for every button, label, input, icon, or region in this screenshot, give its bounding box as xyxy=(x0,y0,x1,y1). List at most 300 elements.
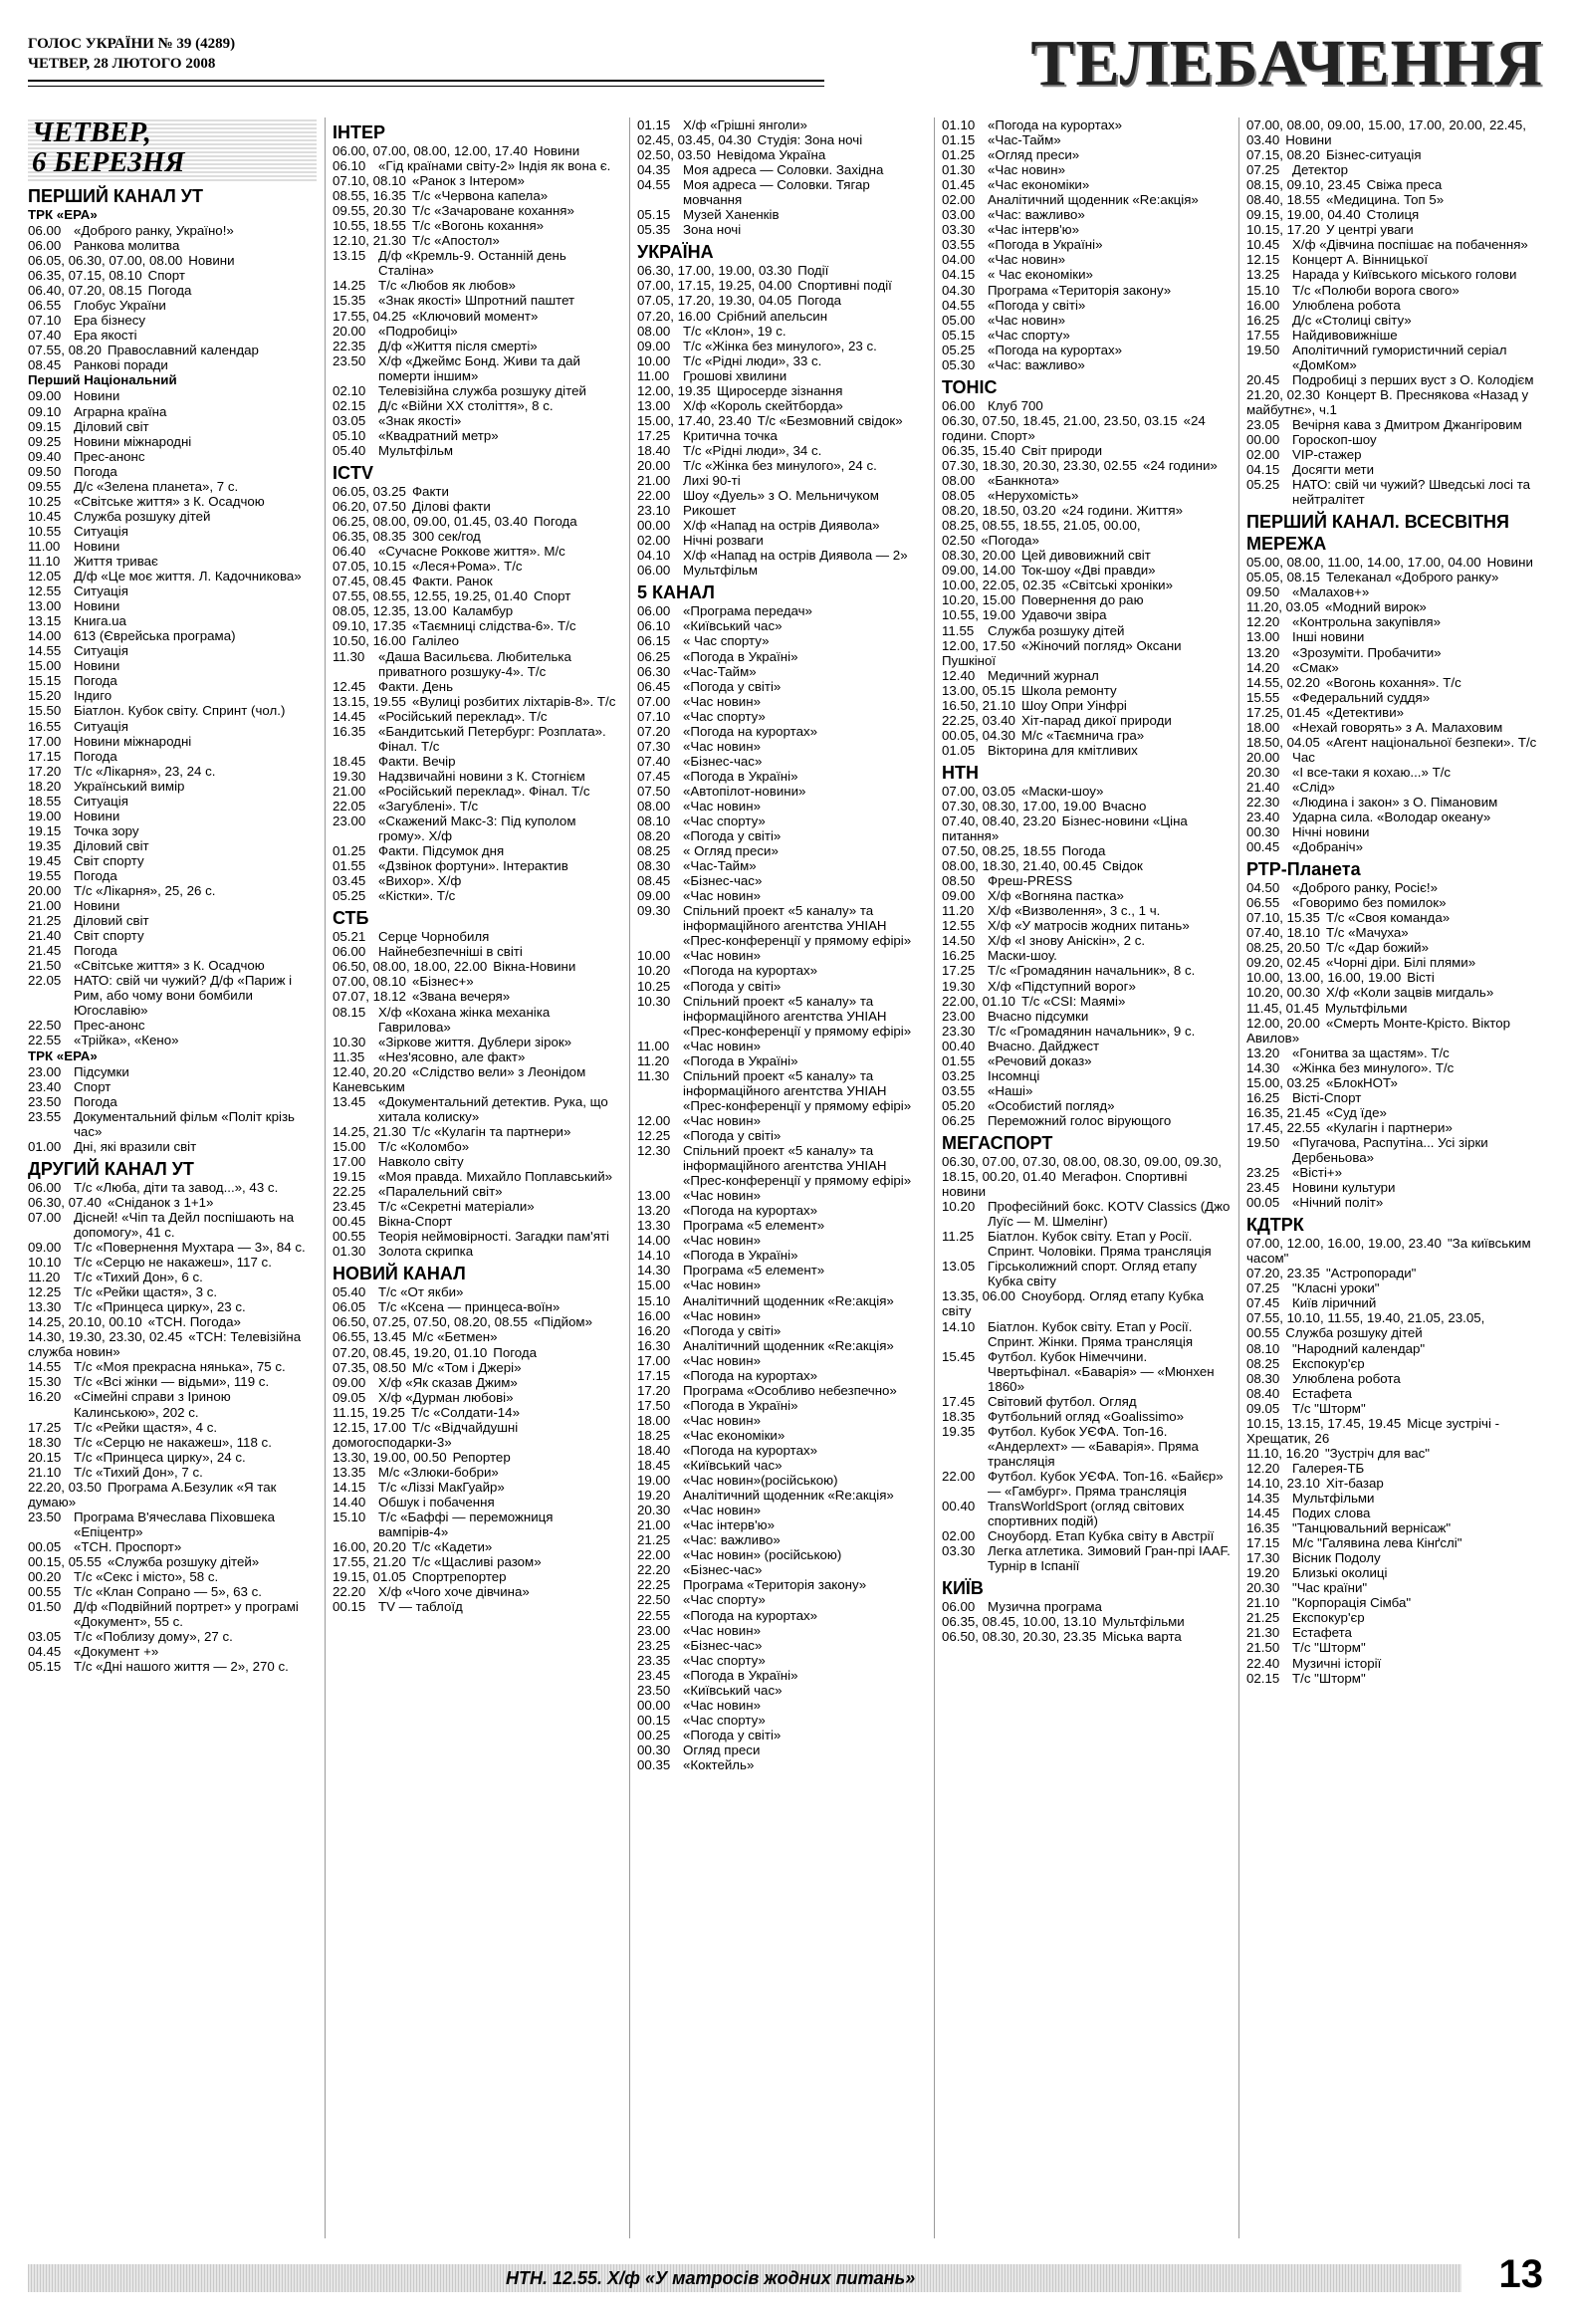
program-title: Аналітичний щоденник «Re:акція» xyxy=(683,1292,894,1308)
program-entry xyxy=(942,888,1231,903)
program-title: «Час спорту» xyxy=(988,327,1070,343)
program-time: 12.00, 19.35 xyxy=(637,382,711,398)
program-entry xyxy=(1246,675,1541,690)
program-entry xyxy=(1246,824,1541,839)
column-divider xyxy=(325,117,326,2238)
program-title: Щиросерде зізнання xyxy=(716,382,843,398)
program-entry xyxy=(942,743,1231,758)
program-time: 13.00, 05.15 xyxy=(942,682,1015,698)
program-title: Т/с «Лікарня», 25, 26 с. xyxy=(74,883,216,899)
program-time: 23.25 xyxy=(637,1637,671,1653)
program-time: 04.15 xyxy=(1246,462,1280,478)
program-time: 06.15 xyxy=(637,633,671,649)
program-entry xyxy=(637,443,926,458)
program-title: «Таємниці слідства-6». Т/с xyxy=(411,618,576,634)
program-entry xyxy=(637,1547,926,1562)
program-time: 22.00 xyxy=(942,1468,976,1484)
program-entry xyxy=(1246,1625,1541,1640)
program-entry xyxy=(28,253,317,268)
program-time: 12.40 xyxy=(942,667,976,683)
program-entry xyxy=(637,694,926,709)
program-title: «БлокНОТ» xyxy=(1325,1074,1398,1090)
program-entry xyxy=(1246,147,1541,162)
program-entry xyxy=(333,1584,621,1599)
program-time: 21.40 xyxy=(1246,779,1280,795)
program-time: 07.25 xyxy=(1246,162,1280,178)
program-time: 07.20, 08.45, 19.20, 01.10 xyxy=(333,1344,488,1360)
program-entry xyxy=(1246,599,1541,614)
program-title: Служба розшуку дітей xyxy=(74,508,211,524)
program-title: Час xyxy=(1292,749,1315,765)
program-entry xyxy=(1246,237,1541,252)
program-time: 20.00 xyxy=(1246,749,1280,765)
program-title: Свідок xyxy=(1102,858,1143,874)
program-time: 13.00 xyxy=(28,598,62,614)
program-time: 02.00 xyxy=(942,1528,976,1544)
program-entry xyxy=(637,1577,926,1592)
program-entry xyxy=(1246,462,1541,477)
program-time: 06.00 xyxy=(942,1599,976,1615)
program-title: «Погода у світі» xyxy=(683,678,782,694)
program-time: 03.30 xyxy=(942,222,976,238)
program-entry xyxy=(333,1465,621,1480)
program-entry xyxy=(333,813,621,843)
program-time: 16.00 xyxy=(637,1307,671,1323)
program-time: 04.55 xyxy=(637,177,671,193)
program-title: «Київський час» xyxy=(683,618,783,634)
program-time: 10.55, 19.00 xyxy=(942,607,1015,623)
program-entry xyxy=(28,1644,317,1659)
program-time: 00.05 xyxy=(1246,1195,1280,1211)
channel-subheading: Перший Національний xyxy=(28,372,177,388)
program-entry xyxy=(942,162,1231,177)
program-entry xyxy=(637,724,926,739)
program-entry xyxy=(28,1255,317,1270)
program-title: Х/ф «Дівчина поспішає на побачення» xyxy=(1292,237,1528,253)
program-title: «Нічний політ» xyxy=(1292,1195,1384,1211)
program-entry xyxy=(28,1389,317,1419)
program-title: Естафета xyxy=(1292,1625,1352,1641)
paper-name: ГОЛОС УКРАЇНИ № 39 (4289) xyxy=(28,36,236,52)
program-time: 22.35 xyxy=(333,338,366,353)
program-title: «Квадратний метр» xyxy=(378,427,499,443)
program-time: 02.45, 03.45, 04.30 xyxy=(637,132,752,148)
program-entry xyxy=(1246,1280,1541,1295)
program-entry xyxy=(1246,222,1541,237)
program-time: 14.40 xyxy=(333,1494,366,1510)
program-title: «Час новин» xyxy=(683,1412,761,1428)
program-title: Спорт xyxy=(147,268,186,284)
program-entry xyxy=(333,353,621,383)
program-entry xyxy=(637,1233,926,1248)
program-time: 13.15 xyxy=(28,613,62,629)
program-title: Медичний журнал xyxy=(988,667,1099,683)
program-entry xyxy=(28,1109,317,1139)
column-divider xyxy=(629,117,630,2238)
program-title: "Класні уроки" xyxy=(1292,1280,1380,1296)
program-title: «Час новин» xyxy=(683,1188,761,1204)
program-time: 08.30, 20.00 xyxy=(942,548,1015,564)
program-title: Т/с «Кадети» xyxy=(411,1539,493,1555)
channel-subheading: ТРК «ЕРА» xyxy=(28,207,98,222)
program-time: 00.05 xyxy=(28,1538,62,1554)
program-title: «Час новин» xyxy=(988,252,1065,268)
program-time: 10.55 xyxy=(28,523,62,539)
program-entry xyxy=(1246,570,1541,584)
program-entry xyxy=(1246,417,1541,432)
program-title: Телеканал «Доброго ранку» xyxy=(1325,570,1499,585)
program-title: «Погода у світі» xyxy=(683,978,782,994)
program-entry xyxy=(637,132,926,147)
program-time: 19.50 xyxy=(1246,1134,1280,1150)
program-time: 08.20, 18.50, 03.20 xyxy=(942,503,1056,519)
program-title: Т/с «От якби» xyxy=(378,1284,464,1300)
program-entry xyxy=(1246,1356,1541,1371)
program-title: Ситуація xyxy=(74,718,128,734)
program-time: 05.40 xyxy=(333,1284,366,1300)
program-entry xyxy=(637,117,926,132)
program-time: 20.30 xyxy=(1246,764,1280,780)
program-entry xyxy=(1246,432,1541,447)
program-entry xyxy=(1246,313,1541,328)
program-entry xyxy=(942,623,1231,638)
program-time: 11.20 xyxy=(637,1052,670,1068)
program-title: Музей Ханенків xyxy=(683,207,780,223)
program-time: 08.25 xyxy=(637,843,671,859)
program-title: Книга.ua xyxy=(74,613,126,629)
program-title: Програма «5 елемент» xyxy=(683,1263,825,1278)
program-entry xyxy=(942,1409,1231,1424)
program-title: Служба розшуку дітей xyxy=(1285,1325,1423,1341)
program-time: 14.15 xyxy=(333,1479,366,1495)
program-time: 11.45, 01.45 xyxy=(1246,1000,1319,1016)
program-entry xyxy=(333,1599,621,1614)
program-title: «Документальний детектив. Рука, що хитала колиску» xyxy=(378,1093,608,1124)
program-entry xyxy=(637,548,926,563)
program-time: 23.00 xyxy=(942,1008,976,1024)
program-time: 06.00 xyxy=(28,223,62,238)
program-title: Т/с «Червона капела» xyxy=(411,188,549,204)
program-entry xyxy=(333,529,621,544)
program-time: 18.50, 04.05 xyxy=(1246,734,1320,750)
program-time: 14.20 xyxy=(1246,659,1280,675)
program-entry xyxy=(28,853,317,868)
program-entry xyxy=(942,1424,1231,1469)
program-entry xyxy=(333,694,621,709)
program-title: Аграрна країна xyxy=(74,403,167,419)
program-title: Нічні розваги xyxy=(683,533,764,549)
program-time: 16.00 xyxy=(1246,297,1280,313)
program-time: 12.25 xyxy=(637,1128,671,1143)
program-title: «Час інтерв'ю» xyxy=(683,1517,775,1533)
listing-column-2 xyxy=(333,117,621,2238)
program-entry xyxy=(637,739,926,754)
program-entry xyxy=(333,233,621,248)
program-title: Т/с «Коломбо» xyxy=(378,1138,470,1154)
program-entry xyxy=(28,1480,317,1510)
program-title: Новини міжнародні xyxy=(74,733,192,749)
program-title: Д/ф «Це моє життя. Л. Кадочникова» xyxy=(74,569,302,584)
program-entry xyxy=(1246,387,1541,417)
program-time: 00.55 xyxy=(28,1584,62,1600)
channel-heading: РТР-Планета xyxy=(1246,859,1361,880)
program-title: «Погода на курортах» xyxy=(683,963,818,979)
program-title: Близькі околиці xyxy=(1292,1565,1388,1581)
program-time: 14.25, 21.30 xyxy=(333,1123,406,1139)
program-time: 05.25 xyxy=(942,342,976,357)
program-time: 07.10 xyxy=(28,313,62,329)
program-title: «Погода у світі» xyxy=(683,1727,782,1743)
program-entry xyxy=(333,428,621,443)
program-title: Школа ремонту xyxy=(1020,682,1117,698)
program-title: Погода xyxy=(74,1093,117,1109)
program-entry xyxy=(637,858,926,873)
program-entry xyxy=(942,1259,1231,1288)
program-time: 07.30 xyxy=(637,738,671,754)
program-entry xyxy=(637,1323,926,1338)
program-time: 17.30 xyxy=(1246,1550,1280,1566)
program-entry xyxy=(637,263,926,278)
program-time: 07.40, 08.40, 23.20 xyxy=(942,813,1056,829)
program-title: «Нехай говорять» з А. Малаховим xyxy=(1292,719,1503,735)
program-title: Т/с «Полюби ворога свого» xyxy=(1292,282,1459,298)
program-time: 20.00 xyxy=(28,883,62,899)
program-time: 09.40 xyxy=(28,448,62,464)
program-title: «Вихор». Х/ф xyxy=(378,873,462,889)
program-title: Підсумки xyxy=(74,1063,129,1079)
program-entry xyxy=(28,764,317,779)
program-title: Світ природи xyxy=(1020,442,1103,458)
program-title: Спортивні події xyxy=(797,278,892,294)
program-time: 21.20, 02.30 xyxy=(1246,386,1320,402)
program-title: «Людина і закон» з О. Пімановим xyxy=(1292,794,1498,810)
program-time: 02.15 xyxy=(333,397,366,413)
program-entry xyxy=(28,419,317,434)
program-time: 18.00 xyxy=(1246,719,1280,735)
program-title: Документальний фільм «Політ крізь час» xyxy=(74,1108,295,1139)
program-time: 19.20 xyxy=(1246,1565,1280,1581)
program-entry xyxy=(28,898,317,913)
program-time: 16.30 xyxy=(637,1337,671,1353)
program-time: 08.05, 12.35, 13.00 xyxy=(333,603,447,619)
program-time: 14.10 xyxy=(942,1318,976,1334)
program-title: «ТСН: Телевізійна служба новин» xyxy=(28,1329,302,1360)
program-title: Д/ф «Кремль-9. Останній день Сталіна» xyxy=(378,248,566,279)
program-entry xyxy=(28,598,317,613)
program-time: 16.25 xyxy=(1246,1089,1280,1105)
program-time: 13.15, 19.55 xyxy=(333,693,406,709)
program-time: 05.00 xyxy=(942,312,976,328)
divider xyxy=(28,86,824,87)
program-time: 12.15, 17.00 xyxy=(333,1419,406,1435)
program-time: 16.35 xyxy=(333,723,366,739)
program-title: «Погода в Україні» xyxy=(683,768,798,784)
program-entry xyxy=(942,563,1231,578)
program-title: VIP-стажер xyxy=(1292,447,1362,463)
program-time: 07.00, 12.00, 16.00, 19.00, 23.40 xyxy=(1246,1236,1442,1252)
program-entry xyxy=(942,813,1231,843)
program-entry xyxy=(1246,267,1541,282)
program-time: 20.45 xyxy=(1246,371,1280,387)
program-title: Т/с «Кулагін та партнери» xyxy=(411,1123,571,1139)
program-entry xyxy=(942,683,1231,698)
program-time: 21.30 xyxy=(1246,1625,1280,1641)
program-entry xyxy=(1246,1001,1541,1016)
program-title: Телевізійна служба розшуку дітей xyxy=(378,382,586,398)
program-time: 12.00 xyxy=(637,1112,671,1128)
program-title: Факти. Вечір xyxy=(378,753,456,769)
program-time: 11.30 xyxy=(333,648,365,664)
program-entry xyxy=(1246,1476,1541,1491)
program-entry xyxy=(333,1554,621,1569)
program-title: «Дзвінок фортуни». Інтерактив xyxy=(378,858,568,874)
program-time: 13.30 xyxy=(28,1299,62,1315)
program-title: «Час новин» xyxy=(683,693,761,709)
program-time: 16.55 xyxy=(28,718,62,734)
program-entry xyxy=(637,813,926,828)
footer-highlight: НТН. 12.55. Х/ф «У матросів жодних питань» xyxy=(506,2268,916,2288)
program-title: Програма В'ячеслава Піховшека «Епіцентр» xyxy=(74,1509,275,1539)
program-title: «Детективи» xyxy=(1325,704,1405,720)
program-title: «Час новин» xyxy=(683,948,761,964)
program-entry xyxy=(942,638,1231,668)
program-entry xyxy=(942,1113,1231,1128)
program-entry xyxy=(333,143,621,158)
program-time: 15.45 xyxy=(942,1348,976,1364)
program-entry xyxy=(637,1308,926,1323)
program-entry xyxy=(637,1638,926,1653)
program-entry xyxy=(28,823,317,838)
program-entry xyxy=(637,1263,926,1278)
program-title: «Час економіки» xyxy=(988,177,1090,193)
program-time: 23.45 xyxy=(637,1667,671,1683)
program-title: «Автопілот-новини» xyxy=(683,783,806,799)
program-title: Біатлон. Кубок світу. Етап у Росії. Спринт. Чоловіки. Пряма трансляція xyxy=(988,1229,1212,1260)
program-title: «І все-таки я кохаю...» Т/с xyxy=(1292,764,1452,780)
program-title: «Скажений Макс-3: Під куполом грому». Х/ф xyxy=(378,813,576,844)
program-title: Т/с «Громадянин начальник», 9 с. xyxy=(988,1023,1196,1039)
program-time: 19.45 xyxy=(28,852,62,868)
program-entry xyxy=(28,328,317,343)
program-entry xyxy=(637,618,926,633)
program-title: Події xyxy=(797,263,829,279)
program-time: 17.15 xyxy=(28,748,62,764)
program-title: Діловий світ xyxy=(74,913,149,929)
program-time: 08.00, 18.30, 21.40, 00.45 xyxy=(942,858,1097,874)
program-time: 15.00, 03.25 xyxy=(1246,1074,1320,1090)
program-title: «Час новин» xyxy=(683,1622,761,1638)
program-time: 01.25 xyxy=(942,147,976,163)
program-entry xyxy=(333,1314,621,1329)
program-title: Т/с "Шторм" xyxy=(1292,1400,1366,1416)
program-title: Х/ф «Напад на острів Диявола — 2» xyxy=(683,548,908,564)
program-title: «Моя правда. Михайло Поплавський» xyxy=(378,1169,613,1185)
program-time: 07.55, 08.55, 12.55, 19.25, 01.40 xyxy=(333,588,528,604)
program-entry xyxy=(1246,1640,1541,1655)
program-title: Програма «5 елемент» xyxy=(683,1218,825,1234)
program-title: «Погода на курортах» xyxy=(683,1442,818,1458)
program-title: Програма «Особливо небезпечно» xyxy=(683,1382,897,1398)
program-entry xyxy=(637,948,926,963)
program-title: Хіт-базар xyxy=(1325,1475,1384,1491)
program-entry xyxy=(637,1668,926,1683)
program-entry xyxy=(637,843,926,858)
program-time: 18.45 xyxy=(333,753,366,769)
program-time: 23.00 xyxy=(637,1622,671,1638)
program-time: 03.45 xyxy=(333,873,366,889)
program-title: Новини xyxy=(533,143,580,158)
program-entry xyxy=(637,1473,926,1488)
program-title: Дні, які вразили світ xyxy=(74,1138,197,1154)
program-time: 14.10 xyxy=(637,1248,671,1264)
program-time: 18.45 xyxy=(637,1458,671,1474)
program-time: 22.40 xyxy=(1246,1655,1280,1671)
program-entry xyxy=(942,313,1231,328)
program-entry xyxy=(942,784,1231,799)
program-time: 21.00 xyxy=(637,1517,671,1533)
program-time: 15.55 xyxy=(1246,689,1280,705)
program-time: 22.20 xyxy=(637,1562,671,1578)
program-time: 11.20, 03.05 xyxy=(1246,599,1319,615)
program-time: 04.30 xyxy=(942,282,976,298)
program-time: 09.50 xyxy=(28,463,62,479)
program-title: Т/с «Секс і місто», 58 с. xyxy=(74,1569,219,1585)
program-time: 17.00 xyxy=(28,733,62,749)
program-time: 04.50 xyxy=(1246,880,1280,896)
program-entry xyxy=(333,1244,621,1259)
program-title: "Народний календар" xyxy=(1292,1340,1426,1356)
program-entry xyxy=(28,388,317,403)
program-time: 08.45 xyxy=(28,357,62,373)
program-title: Клуб 700 xyxy=(988,397,1043,413)
program-title: «Смерть Монте-Крісто. Віктор Авилов» xyxy=(1246,1015,1511,1046)
program-entry xyxy=(333,1510,621,1539)
program-time: 00.15, 05.55 xyxy=(28,1553,102,1569)
program-time: 09.05 xyxy=(1246,1400,1280,1416)
program-title: Т/с «Безмовний свідок» xyxy=(757,412,903,428)
program-title: Служба розшуку дітей xyxy=(988,622,1125,638)
program-entry xyxy=(637,1128,926,1143)
program-time: 10.25 xyxy=(637,978,671,994)
program-entry xyxy=(637,503,926,518)
program-entry xyxy=(333,724,621,754)
program-title: «Погода на курортах» xyxy=(683,1203,818,1219)
program-title: TransWorldSport (огляд світових спортивних подій) xyxy=(988,1499,1185,1529)
program-time: 17.00 xyxy=(333,1154,366,1169)
program-title: Д/с «Війни XX століття», 8 с. xyxy=(378,397,554,413)
program-time: 06.30, 07.50, 18.45, 21.00, 23.50, 03.15 xyxy=(942,412,1178,428)
program-title: Концерт В. Преснякова «Назад у майбутнє», ч.1 xyxy=(1246,386,1529,417)
program-title: «Агент національної безпеки». Т/с xyxy=(1325,734,1537,750)
program-entry xyxy=(28,1240,317,1255)
channel-heading: СТБ xyxy=(333,908,369,929)
program-entry xyxy=(637,888,926,903)
program-title: «Погода на курортах» xyxy=(683,1607,818,1623)
program-time: 23.45 xyxy=(1246,1180,1280,1196)
program-entry xyxy=(333,1094,621,1124)
program-title: Ситуація xyxy=(74,643,128,659)
program-time: 08.25, 08.55, 18.55, 21.05, 00.00, 02.50 xyxy=(942,518,1141,549)
program-time: 19.00 xyxy=(637,1473,671,1489)
program-time: 10.00 xyxy=(637,352,671,368)
program-time: 07.20, 23.35 xyxy=(1246,1266,1320,1281)
program-time: 06.00 xyxy=(637,603,671,619)
program-time: 16.35, 21.45 xyxy=(1246,1104,1320,1120)
program-title: Х/ф «У матросів жодних питань» xyxy=(988,918,1190,934)
program-title: Подробиці з перших вуст з О. Колодієм xyxy=(1292,371,1534,387)
program-time: 12.25 xyxy=(28,1284,62,1300)
program-title: Т/с «Рейки щастя», 3 с. xyxy=(74,1284,218,1300)
